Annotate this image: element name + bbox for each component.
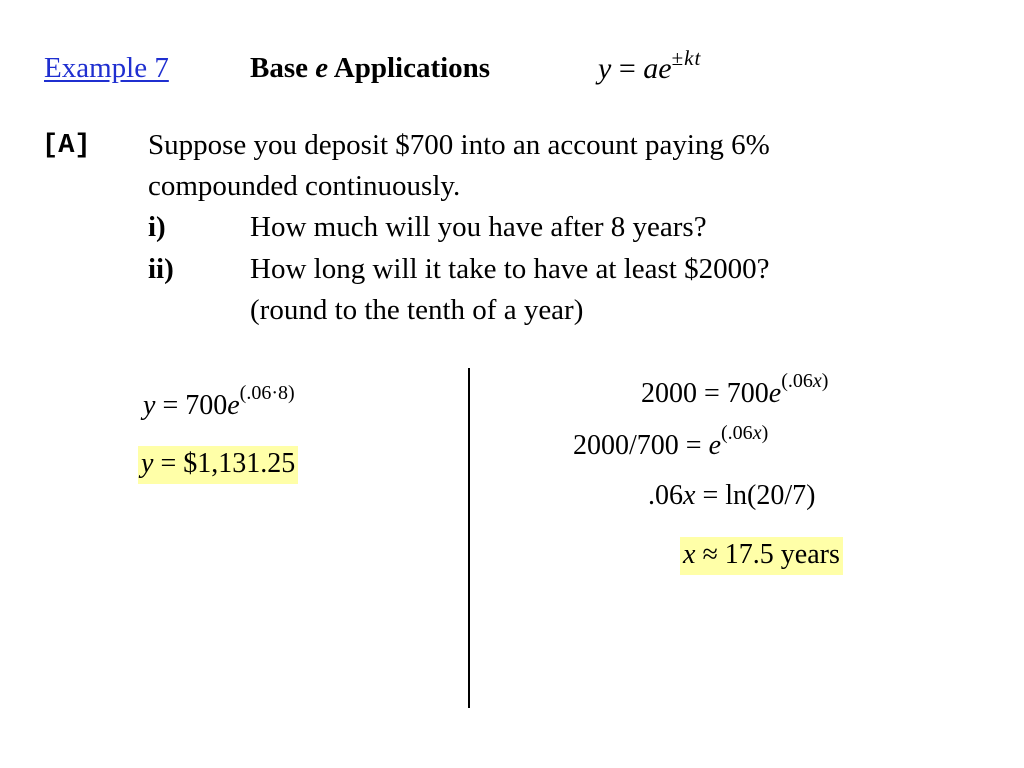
formula-exponent bbox=[672, 46, 702, 70]
right-eq2-body: 2000/700 = bbox=[573, 430, 709, 461]
formula-exponent-t: t bbox=[694, 46, 702, 70]
right-answer bbox=[680, 537, 843, 575]
formula-exponent-k: k bbox=[684, 46, 695, 70]
question-text-2: How long will it take to have at least $2000? bbox=[250, 253, 770, 285]
right-eq1-exp-var: x bbox=[812, 370, 822, 392]
left-eq1-e: e bbox=[227, 390, 240, 421]
right-eq2-exp-post: ) bbox=[761, 422, 769, 444]
left-eq1-body: = 700 bbox=[155, 390, 228, 421]
formula-a: a bbox=[643, 52, 659, 85]
right-eq2-exp-var: x bbox=[752, 422, 762, 444]
right-eq3-post: = ln(20/7) bbox=[695, 480, 816, 511]
left-equation-1 bbox=[143, 382, 295, 422]
right-equation-2 bbox=[573, 422, 769, 462]
left-answer-value: = $1,131.25 bbox=[153, 448, 296, 479]
left-eq1-exponent: (.06·8) bbox=[239, 382, 295, 404]
right-eq3-var: x bbox=[683, 480, 696, 511]
page-title bbox=[250, 52, 490, 85]
right-answer-value: ≈ 17.5 years bbox=[695, 539, 840, 570]
title-prefix: Base bbox=[250, 52, 316, 84]
right-eq1-e: e bbox=[768, 378, 782, 409]
right-eq3-pre: .06 bbox=[648, 480, 683, 511]
left-answer-var: y bbox=[141, 448, 154, 479]
right-eq1-exp-post: ) bbox=[821, 370, 829, 392]
formula-e: e bbox=[658, 52, 672, 85]
statement-line-1: Suppose you deposit $700 into an account paying 6% bbox=[148, 129, 770, 161]
title-variable: e bbox=[315, 52, 329, 84]
right-eq2-exponent bbox=[721, 422, 768, 444]
example-label[interactable]: Example 7 bbox=[44, 52, 169, 84]
exponential-formula bbox=[598, 46, 702, 86]
right-equation-1 bbox=[641, 370, 829, 410]
formula-equals: = bbox=[611, 52, 644, 85]
question-label-2: ii) bbox=[148, 253, 174, 285]
formula-exponent-sign: ± bbox=[671, 46, 685, 70]
right-eq1-body: 2000 = 700 bbox=[641, 378, 769, 409]
part-label: [A] bbox=[42, 131, 91, 161]
column-divider bbox=[468, 368, 470, 708]
question-note: (round to the tenth of a year) bbox=[250, 294, 584, 326]
question-label-1: i) bbox=[148, 211, 166, 243]
formula-lhs: y bbox=[598, 52, 612, 85]
right-eq2-e: e bbox=[708, 430, 722, 461]
left-eq1-var: y bbox=[143, 390, 156, 421]
right-eq1-exponent bbox=[781, 370, 828, 392]
right-eq2-exp-pre: (.06 bbox=[721, 422, 753, 444]
title-suffix: Applications bbox=[328, 52, 491, 84]
right-equation-3 bbox=[648, 480, 815, 512]
right-answer-var: x bbox=[683, 539, 696, 570]
statement-line-2: compounded continuously. bbox=[148, 170, 461, 202]
left-answer bbox=[138, 446, 298, 484]
question-text-1: How much will you have after 8 years? bbox=[250, 211, 707, 243]
right-eq1-exp-pre: (.06 bbox=[781, 370, 813, 392]
